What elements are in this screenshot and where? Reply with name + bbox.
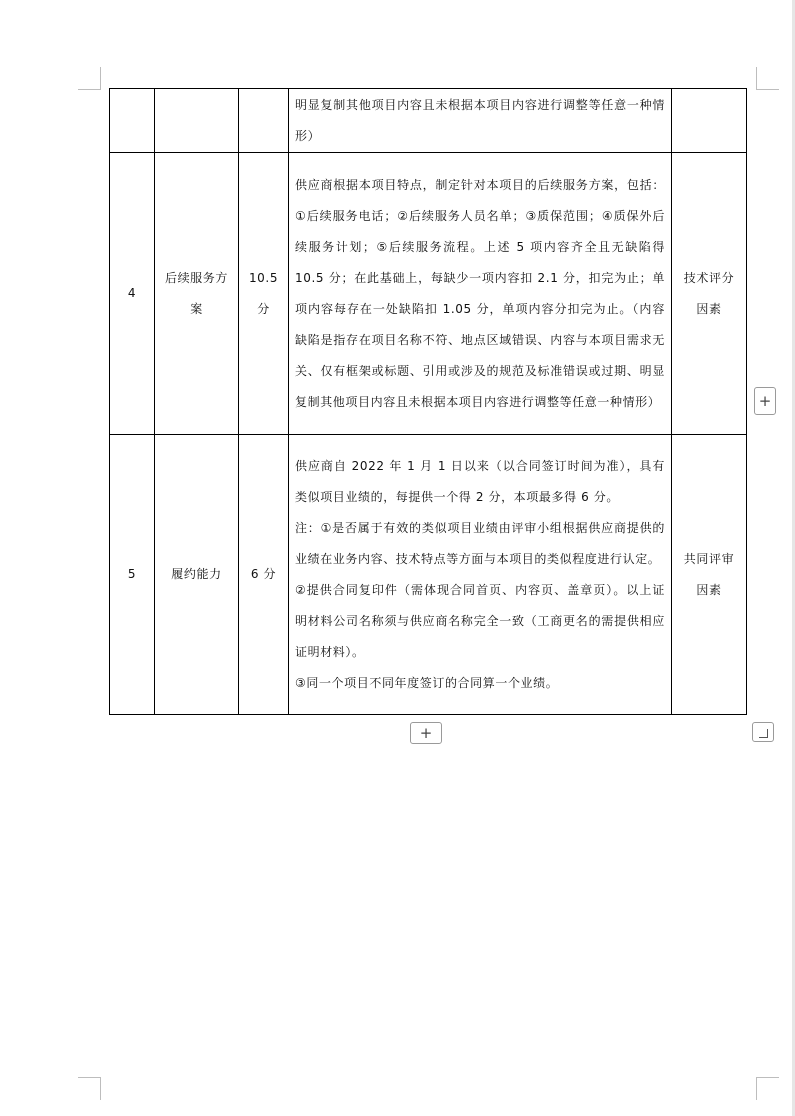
crop-mark-top-right xyxy=(756,67,779,90)
criteria-cell[interactable] xyxy=(289,153,672,435)
score-cell[interactable] xyxy=(239,89,289,153)
add-column-button[interactable] xyxy=(754,387,776,415)
table-row xyxy=(110,89,747,153)
plus-icon: + xyxy=(758,391,772,410)
category-line: 共同评审 xyxy=(683,551,735,566)
score-cell[interactable] xyxy=(239,153,289,435)
category-cell[interactable] xyxy=(672,435,747,715)
add-row-button[interactable] xyxy=(410,722,442,744)
item-name-cell[interactable] xyxy=(155,89,239,153)
criteria-paragraph: ②提供合同复印件（需体现合同首页、内容页、盖章页）。以上证明材料公司名称须与供应商名称完全一致（工商更名的需提供相应证明材料）。 xyxy=(295,582,665,659)
row-number-cell[interactable]: 4 xyxy=(110,153,155,435)
criteria-cell[interactable] xyxy=(289,435,672,715)
scoring-table xyxy=(109,88,747,715)
table-resize-handle[interactable] xyxy=(752,722,774,742)
criteria-paragraph: 供应商自 2022 年 1 月 1 日以来（以合同签订时间为准），具有类似项目业绩的，每提供一个得 2 分，本项最多得 6 分。 xyxy=(295,458,665,504)
item-name-cell[interactable] xyxy=(155,153,239,435)
item-name-line: 案 xyxy=(190,301,203,316)
category-line: 因素 xyxy=(696,301,722,316)
row-number-cell[interactable]: 5 xyxy=(110,435,155,715)
criteria-paragraph: ③同一个项目不同年度签订的合同算一个业绩。 xyxy=(295,675,559,690)
criteria-cell[interactable] xyxy=(289,89,672,153)
category-line: 技术评分 xyxy=(683,270,735,285)
score-cell[interactable] xyxy=(239,435,289,715)
criteria-text: 明显复制其他项目内容且未根据本项目内容进行调整等任意一种情形） xyxy=(295,97,665,143)
score-line: 6 分 xyxy=(250,567,277,581)
row-number-cell[interactable] xyxy=(110,89,155,153)
crop-mark-top-left xyxy=(78,67,101,90)
resize-corner-icon xyxy=(759,729,768,738)
item-name-line: 履约能力 xyxy=(171,567,222,581)
criteria-paragraph: 注：①是否属于有效的类似项目业绩由评审小组根据供应商提供的业绩在业务内容、技术特点等方面与本项目的类似程度进行认定。 xyxy=(295,520,665,566)
crop-mark-bottom-right xyxy=(756,1077,779,1100)
category-cell[interactable] xyxy=(672,153,747,435)
table-row xyxy=(110,153,747,435)
table-row xyxy=(110,435,747,715)
plus-icon: + xyxy=(419,723,433,742)
score-line: 分 xyxy=(257,301,270,316)
score-line: 10.5 xyxy=(248,270,279,285)
item-name-line: 后续服务方 xyxy=(164,270,228,285)
category-cell[interactable] xyxy=(672,89,747,153)
item-name-cell[interactable] xyxy=(155,435,239,715)
crop-mark-bottom-left xyxy=(78,1077,101,1100)
criteria-text: 供应商根据本项目特点，制定针对本项目的后续服务方案，包括：①后续服务电话；②后续服务人员名单；③质保范围；④质保外后续服务计划；⑤后续服务流程。上述 5 项内容齐全且无缺陷得 10.5 分；在此基础上，每缺少一项内容扣 2.1 分，扣完为止；单项内容每存在一处缺陷扣 1.05 分，单项内容分扣完为止。（内容缺陷是指存在项目名称不符、地点区域错误、内容与本项目需求无关、仅有框架或标题、引用或涉及的规范及标准错误或过期、明显复制其他项目内容且未根据本项目内容进行调整等任意一种情形） xyxy=(295,177,665,409)
category-line: 因素 xyxy=(696,582,722,597)
